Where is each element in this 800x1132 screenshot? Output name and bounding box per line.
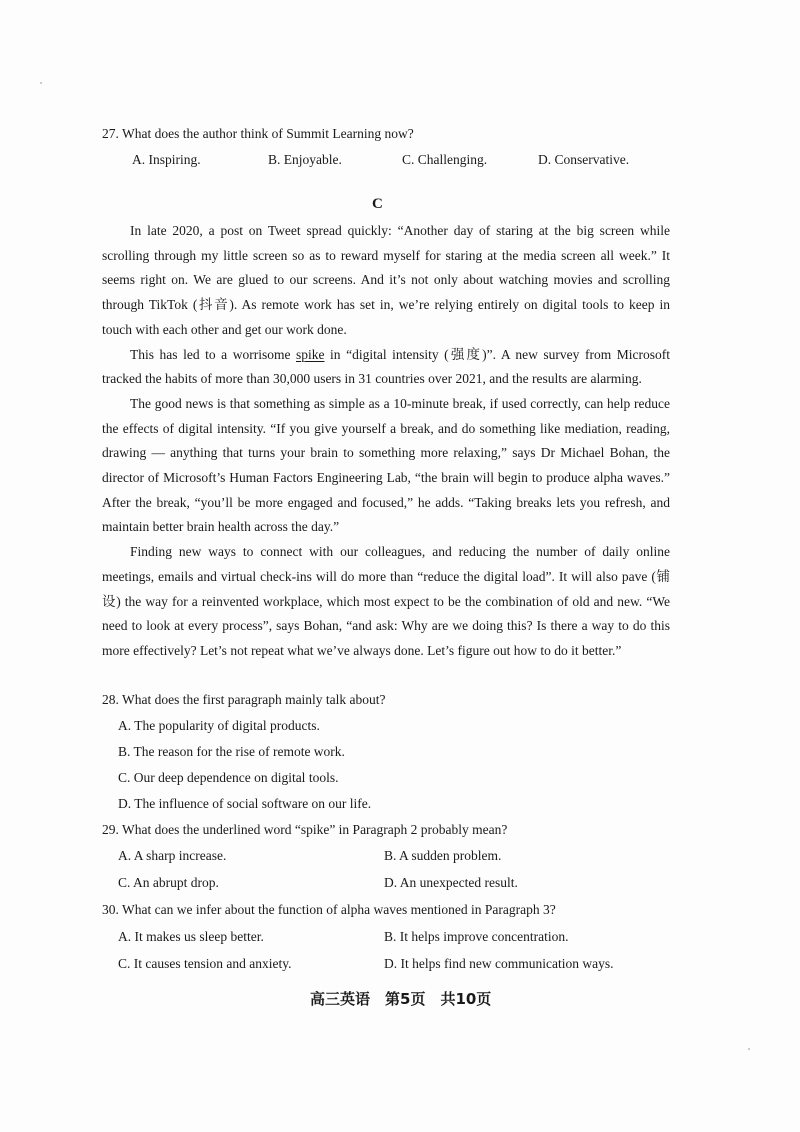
question-28-option-c: C. Our deep dependence on digital tools. — [118, 770, 339, 785]
question-30-option-c: C. It causes tension and anxiety. — [118, 956, 292, 971]
question-29-option-d: D. An unexpected result. — [384, 875, 518, 890]
scan-speck — [748, 1048, 750, 1050]
question-27-option-a: A. Inspiring. — [132, 152, 201, 167]
page-footer: 高三英语 第5页 共10页 — [310, 990, 492, 1008]
paragraph-2-text-end: in “digital intensity (强度)”. A new survey from Microsoft tracked the habits of more than 30,000 users in 31 countries over 2021, and the results are alarming. — [102, 346, 670, 387]
question-28-option-d: D. The influence of social software on our life. — [118, 796, 372, 811]
passage-paragraph-1: In late 2020, a post on Tweet spread quickly: “Another day of staring at the big screen while scrolling through my little screen so as to reward myself for staring at the media screen all week.” It seems right on. We are glued to our screens. And it’s not only about watching movies and scrolling through TikTok (抖音). As remote work has set in, we’re relying entirely on digital tools to keep in touch with each other and get our work done. — [102, 223, 670, 337]
reading-passage — [102, 219, 670, 664]
question-28-option-b: B. The reason for the rise of remote work. — [118, 744, 345, 759]
question-30-option-b: B. It helps improve concentration. — [384, 929, 569, 944]
question-29-option-a: A. A sharp increase. — [118, 848, 227, 863]
passage-paragraph-3: The good news is that something as simple as a 10-minute break, if used correctly, can help reduce the effects of digital intensity. “If you give yourself a break, and do something like mediation, reading, drawing — anything that turns your brain to something more relaxing,” says Dr Michael Bohan, the director of Microsoft’s Human Factors Engineering Lab, “the brain will begin to produce alpha waves.” After the break, “you’ll be more engaged and focused,” he adds. “Taking breaks lets you refresh, and maintain better brain health across the day.” — [102, 395, 670, 535]
scan-speck — [40, 82, 42, 84]
paragraph-2-text-start: This has led to a worrisome — [130, 346, 296, 362]
question-28-stem: 28. What does the first paragraph mainly talk about? — [102, 692, 386, 707]
passage-paragraph-2 — [102, 343, 670, 392]
question-30-stem: 30. What can we infer about the function of alpha waves mentioned in Paragraph 3? — [102, 902, 556, 917]
question-28-option-a: A. The popularity of digital products. — [118, 718, 320, 733]
question-27-option-b: B. Enjoyable. — [268, 152, 342, 167]
question-30-option-a: A. It makes us sleep better. — [118, 929, 264, 944]
question-27-stem: 27. What does the author think of Summit Learning now? — [102, 126, 414, 141]
question-29-stem: 29. What does the underlined word “spike” in Paragraph 2 probably mean? — [102, 822, 508, 837]
question-30-option-d: D. It helps find new communication ways. — [384, 956, 614, 971]
section-heading: C — [372, 196, 383, 212]
question-27-option-c: C. Challenging. — [402, 152, 488, 167]
question-29-option-b: B. A sudden problem. — [384, 848, 502, 863]
underlined-word-spike: spike — [296, 346, 325, 362]
question-29-option-c: C. An abrupt drop. — [118, 875, 219, 890]
passage-paragraph-4: Finding new ways to connect with our colleagues, and reducing the number of daily online meetings, emails and virtual check-ins will do more than “reduce the digital load”. It will also pave (铺设) the way for a reinvented workplace, which most expect to be the combination of old and new. “We need to look at every process”, says Bohan, “and ask: Why are we doing this? Is there a way to do this more effectively? Let’s not repeat what we’ve always done. Let’s figure out how to do it better.” — [102, 544, 670, 658]
question-27-option-d: D. Conservative. — [538, 152, 630, 167]
